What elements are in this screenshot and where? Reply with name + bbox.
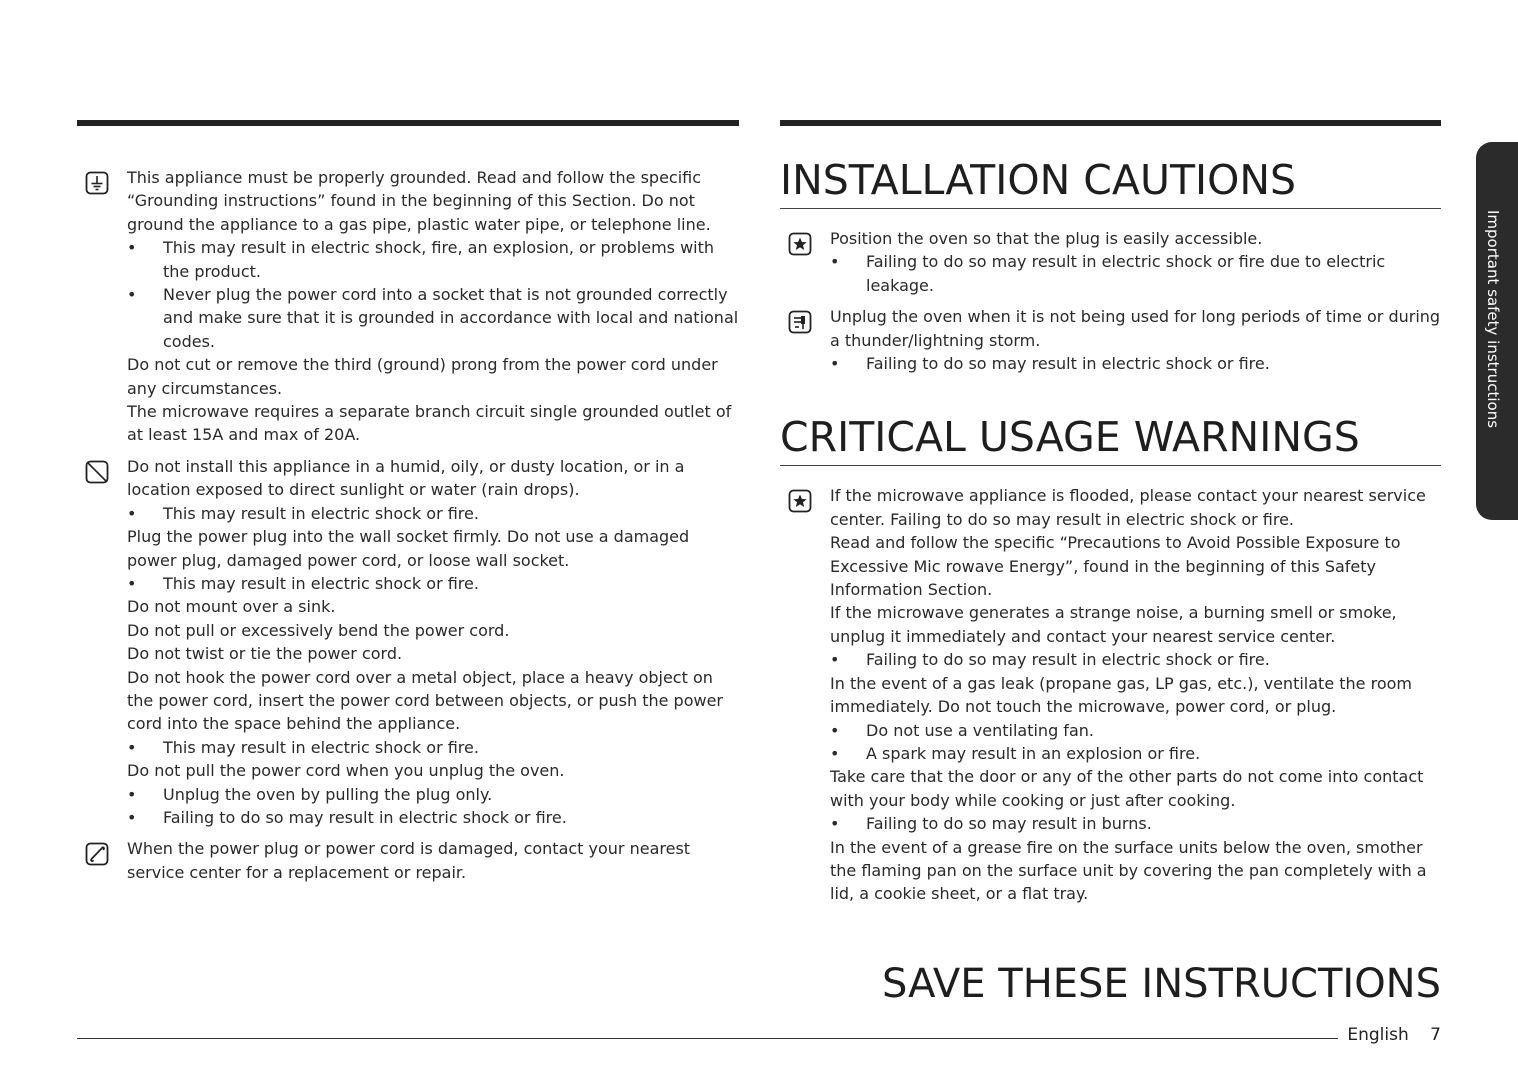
footer-rule	[77, 1038, 1338, 1039]
save-instructions-title: SAVE THESE INSTRUCTIONS	[881, 961, 1441, 1007]
warning-block	[780, 484, 1441, 905]
paragraph: Do not pull or excessively bend the power cord.	[127, 620, 510, 640]
bullet-item: • Unplug the oven by pulling the plug only.	[127, 783, 739, 806]
paragraph: The microwave requires a separate branch circuit single grounded outlet of at least 15A and max of 20A.	[127, 402, 732, 445]
paragraph: In the event of a grease fire on the surface units below the oven, smother the flaming pan on the surface unit by covering the pan completely with a lid, a cookie sheet, or a flat tray.	[830, 837, 1427, 904]
paragraph: This appliance must be properly grounded. Read and follow the specific “Grounding instructions” found in the beginning of this Section. Do not ground the appliance to a gas pipe, plastic water pipe, or telephone line.	[127, 168, 711, 234]
side-tab-label: Important safety instructions	[1484, 210, 1502, 429]
paragraph: Take care that the door or any of the other parts do not come into contact with your body while cooking or just after cooking.	[830, 767, 1424, 810]
phone-icon	[85, 842, 109, 866]
bullet-item: • Never plug the power cord into a socket that is not grounded correctly and make sure that it is grounded in accordance with local and national codes.	[127, 283, 739, 353]
paragraph: Read and follow the specific “Precautions to Avoid Possible Exposure to Excessive Mic rowave Energy”, found in the beginning of this Safety Information Section.	[830, 533, 1401, 600]
warning-block	[77, 166, 739, 447]
paragraph: Do not cut or remove the third (ground) prong from the power cord under any circumstances.	[127, 355, 718, 398]
bullet-item: • Do not use a ventilating fan.	[830, 719, 1441, 742]
warning-block	[780, 227, 1441, 297]
paragraph: Do not twist or tie the power cord.	[127, 644, 403, 664]
left-column	[77, 166, 739, 884]
star-icon	[788, 489, 812, 513]
paragraph: If the microwave appliance is flooded, please contact your nearest service center. Failing to do so may result in electric shock or fire.	[830, 486, 1426, 529]
paragraph: In the event of a gas leak (propane gas, LP gas, etc.), ventilate the room immediately. Do not touch the microwave, power cord, or plug.	[830, 673, 1412, 717]
bullet-item: • Failing to do so may result in electric shock or fire.	[830, 648, 1441, 671]
paragraph: Do not mount over a sink.	[127, 597, 336, 617]
right-top-rule	[780, 120, 1441, 126]
warning-block	[77, 455, 739, 830]
paragraph: Do not hook the power cord over a metal object, place a heavy object on the power cord, insert the power cord between objects, or push the power cord into the space behind the appliance.	[127, 667, 723, 734]
warning-block	[77, 837, 739, 884]
page-number: 7	[1430, 1025, 1441, 1045]
bullet-item: • Failing to do so may result in electric shock or fire.	[127, 806, 739, 829]
right-column	[780, 156, 1441, 906]
bullet-item: • This may result in electric shock or fire.	[127, 502, 739, 525]
ground-icon	[85, 171, 109, 195]
critical-usage-warnings-list	[780, 484, 1441, 905]
paragraph: When the power plug or power cord is damaged, contact your nearest service center for a replacement or repair.	[127, 839, 691, 882]
warning-block	[780, 305, 1441, 375]
star-icon	[788, 232, 812, 256]
footer	[1347, 1025, 1441, 1045]
left-top-rule	[77, 120, 739, 126]
bullet-item: • A spark may result in an explosion or fire.	[830, 742, 1441, 765]
bullet-item: • Failing to do so may result in electric shock or fire due to electric leakage.	[830, 250, 1441, 297]
bullet-item: • This may result in electric shock or fire.	[127, 736, 739, 759]
paragraph: If the microwave generates a strange noise, a burning smell or smoke, unplug it immediately and contact your nearest service center.	[830, 603, 1397, 646]
footer-language: English	[1347, 1025, 1409, 1045]
installation-cautions-list	[780, 227, 1441, 375]
unplug-icon	[788, 310, 812, 334]
installation-cautions-title: INSTALLATION CAUTIONS	[780, 156, 1441, 209]
paragraph: Unplug the oven when it is not being used for long periods of time or during a thunder/lightning storm.	[830, 307, 1441, 350]
critical-usage-warnings-title: CRITICAL USAGE WARNINGS	[780, 413, 1441, 466]
paragraph: Position the oven so that the plug is easily accessible.	[830, 229, 1263, 248]
paragraph: Plug the power plug into the wall socket firmly. Do not use a damaged power plug, damaged power cord, or loose wall socket.	[127, 527, 690, 570]
bullet-item: • This may result in electric shock, fire, an explosion, or problems with the product.	[127, 236, 739, 283]
prohibited-icon	[85, 460, 109, 484]
bullet-item: • This may result in electric shock or fire.	[127, 572, 739, 595]
bullet-item: • Failing to do so may result in electric shock or fire.	[830, 352, 1441, 375]
paragraph: Do not install this appliance in a humid, oily, or dusty location, or in a location exposed to direct sunlight or water (rain drops).	[127, 456, 685, 500]
bullet-item: • Failing to do so may result in burns.	[830, 812, 1441, 835]
paragraph: Do not pull the power cord when you unplug the oven.	[127, 761, 565, 781]
